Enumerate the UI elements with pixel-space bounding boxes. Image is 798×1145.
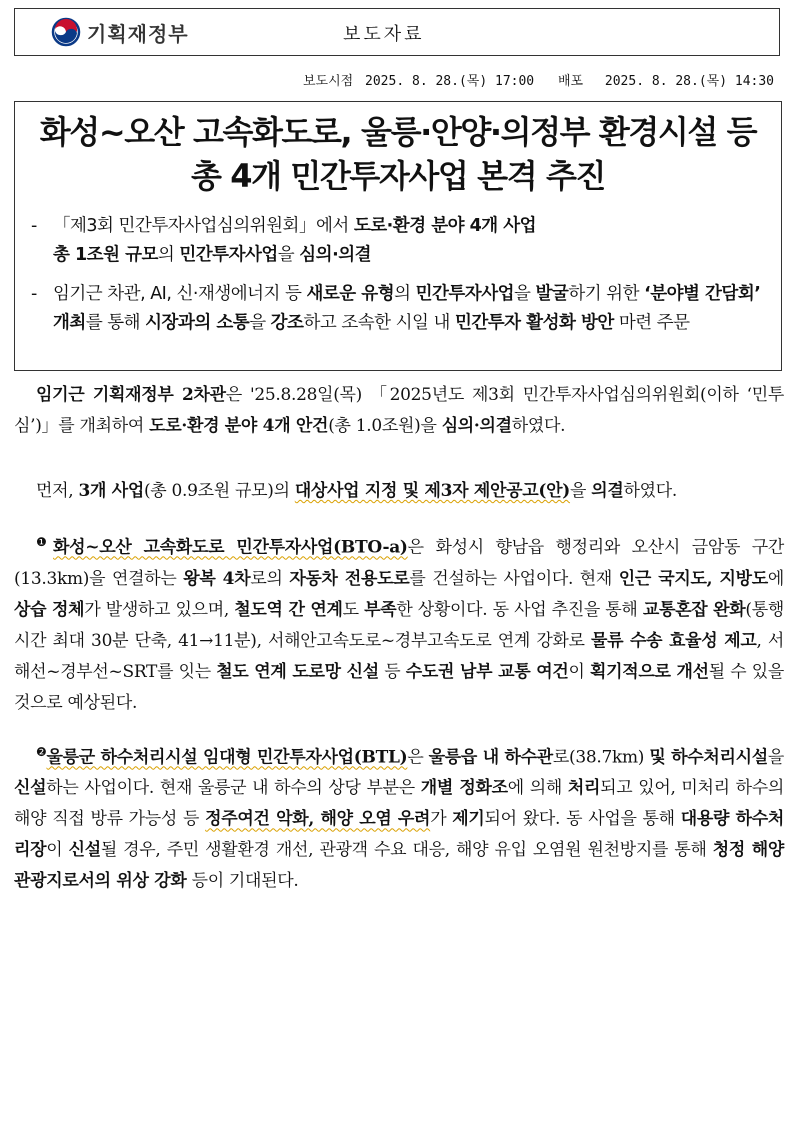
text: 되고 있어, 미처리 하수의 해양 직접 방류 가능성 등 xyxy=(14,778,785,830)
emph: 울릉읍 내 하수관 xyxy=(428,747,553,768)
emph: 청정 해양 관광지로서의 위상 강화 xyxy=(14,840,784,892)
item-number: ❷ xyxy=(36,744,47,759)
emph: 철도 연계 도로망 신설 xyxy=(216,661,379,682)
emph: 새로운 유형 xyxy=(306,284,395,304)
emph: 심의·의결 xyxy=(441,416,512,436)
emph: 강조 xyxy=(270,313,304,333)
emph: 인근 국지도, 지방도 xyxy=(618,568,768,589)
taegeuk-icon xyxy=(51,17,81,47)
text: 하였다. xyxy=(511,416,566,436)
logo-text: 기획재정부 xyxy=(87,21,189,46)
text: 은 '25.8.28일(목) 「2025년도 제3회 민간투자사업심의위원회(이하 ‘민투심’)」를 개최하여 xyxy=(14,385,784,436)
text: (총 1.0조원)을 xyxy=(328,416,442,436)
emph: 도로·환경 분야 4개 안건 xyxy=(149,416,329,436)
text: 을 xyxy=(767,747,784,768)
emph: 민간투자사업 xyxy=(415,284,515,304)
emph: 신설 xyxy=(68,840,101,861)
text: , 서해선~경부선~SRT를 잇는 xyxy=(14,630,784,682)
text: 을 xyxy=(570,481,592,501)
text: 하고 조속한 시일 내 xyxy=(303,313,455,333)
emph: 정주여건 악화, 해양 오염 우려 xyxy=(205,809,431,830)
emph: 의결 xyxy=(591,481,624,501)
emph: 교통혼잡 완화 xyxy=(642,599,746,620)
text: 에 의해 xyxy=(507,778,568,799)
text: 은 xyxy=(407,747,429,768)
moef-logo xyxy=(51,17,189,47)
text: 이 xyxy=(568,661,591,682)
text: 을 xyxy=(514,284,536,304)
emph: 신설 xyxy=(14,778,47,799)
text: 를 통해 xyxy=(85,313,146,333)
text: 에 xyxy=(767,568,784,589)
distribution-label: 배포 xyxy=(557,74,584,89)
bullet-dash: - xyxy=(31,216,37,236)
text: 의 xyxy=(394,284,416,304)
emph: 임기근 기획재정부 2차관 xyxy=(36,385,226,405)
emph: 수도권 남부 교통 여건 xyxy=(405,661,569,682)
emph: 심의·의결 xyxy=(299,245,372,265)
emph: 상습 정체 xyxy=(14,599,85,620)
item-number: ❶ xyxy=(36,535,54,549)
emph: 발굴 xyxy=(535,284,569,304)
paragraph-3 xyxy=(14,527,784,719)
emph: 자동차 전용도로 xyxy=(289,568,410,589)
bullet-dash: - xyxy=(31,284,37,304)
text: 로의 xyxy=(250,568,290,589)
body-text xyxy=(14,380,784,897)
embargo-time: 2025. 8. 28.(목) 17:00 xyxy=(365,74,535,89)
headline-line1: 화성~오산 고속화도로, 울릉·안양·의정부 환경시설 등 xyxy=(39,113,757,151)
emph: 총 1조원 규모 xyxy=(53,245,158,265)
text: 먼저, xyxy=(36,481,79,501)
header-box xyxy=(14,8,780,56)
headline xyxy=(15,110,781,198)
release-info xyxy=(299,70,774,89)
summary-bullet-2 xyxy=(15,280,781,338)
text: (총 0.9조원 규모)의 xyxy=(143,481,295,501)
text: 되어 왔다. 동 사업을 통해 xyxy=(484,809,681,830)
text: 등 xyxy=(378,661,406,682)
emph: 및 하수처리시설 xyxy=(649,747,768,768)
emph: 획기적으로 개선 xyxy=(590,661,709,682)
emph: 왕복 4차 xyxy=(183,568,251,589)
emph: 시장과의 소통 xyxy=(145,313,250,333)
emph: 부족 xyxy=(364,599,397,620)
distribution-time: 2025. 8. 28.(목) 14:30 xyxy=(604,74,774,89)
text: 을 xyxy=(249,313,271,333)
text: 로(38.7km) xyxy=(552,747,650,768)
paragraph-2 xyxy=(14,476,784,507)
summary-box xyxy=(14,101,782,371)
headline-line2: 총 4개 민간투자사업 본격 추진 xyxy=(191,157,605,195)
doc-type-label: 보도자료 xyxy=(343,24,425,45)
text: 될 수 있을 것으로 예상된다. xyxy=(14,661,784,713)
emph: ‘분야별 간담회’ 개최 xyxy=(53,284,761,333)
embargo-label: 보도시점 xyxy=(302,74,354,89)
emph: 제기 xyxy=(452,809,485,830)
text: 임기근 차관, AI, 신·재생에너지 등 xyxy=(53,284,307,304)
text: 를 건설하는 사업이다. 현재 xyxy=(409,568,619,589)
emph: 대용량 하수처리장 xyxy=(14,809,784,861)
text: 등이 기대된다. xyxy=(186,871,299,892)
emph: 물류 수송 효율성 제고 xyxy=(590,630,757,651)
text: 도 xyxy=(342,599,365,620)
text: 하였다. xyxy=(623,481,677,501)
text: 마련 주문 xyxy=(613,313,690,333)
emph: 대상사업 지정 및 제3자 제안공고(안) xyxy=(294,481,571,501)
emph: 화성~오산 고속화도로 민간투자사업(BTO-a) xyxy=(53,537,408,558)
text: 의 xyxy=(157,245,180,265)
emph: 민간투자사업 xyxy=(179,245,278,265)
emph: 철도역 간 연계 xyxy=(234,599,343,620)
paragraph-1 xyxy=(14,380,784,442)
emph: 개별 정화조 xyxy=(420,778,508,799)
text: 하기 위한 xyxy=(568,284,645,304)
paragraph-4 xyxy=(14,737,784,898)
text: 한 상황이다. 동 사업 추진을 통해 xyxy=(396,599,643,620)
emph: 처리 xyxy=(567,778,601,799)
summary-bullets xyxy=(15,212,781,338)
text: 을 xyxy=(277,245,300,265)
text: 될 경우, 주민 생활환경 개선, 관광객 수요 대응, 해양 유입 오염원 원천방지를 통해 xyxy=(100,840,713,861)
text: 이 xyxy=(46,840,69,861)
text: 하는 사업이다. 현재 울릉군 내 하수의 상당 부분은 xyxy=(46,778,421,799)
emph: 민간투자 활성화 방안 xyxy=(454,313,614,333)
text: 「제3회 민간투자사업심의위원회」에서 xyxy=(53,216,354,236)
emph: 울릉군 하수처리시설 임대형 민간투자사업(BTL) xyxy=(46,747,408,768)
emph: 도로·환경 분야 4개 사업 xyxy=(353,216,537,236)
emph: 3개 사업 xyxy=(78,481,144,501)
summary-bullet-1 xyxy=(15,212,781,270)
text: 은 화성시 향남읍 행정리와 오산시 금암동 구간(13.3km)을 연결하는 xyxy=(14,537,784,589)
text: 가 발생하고 있으며, xyxy=(84,599,235,620)
text: (통행시간 최대 30분 단축, 41→11분), 서해안고속도로~경부고속도로 연계 강화로 xyxy=(14,599,784,651)
text: 가 xyxy=(430,809,453,830)
